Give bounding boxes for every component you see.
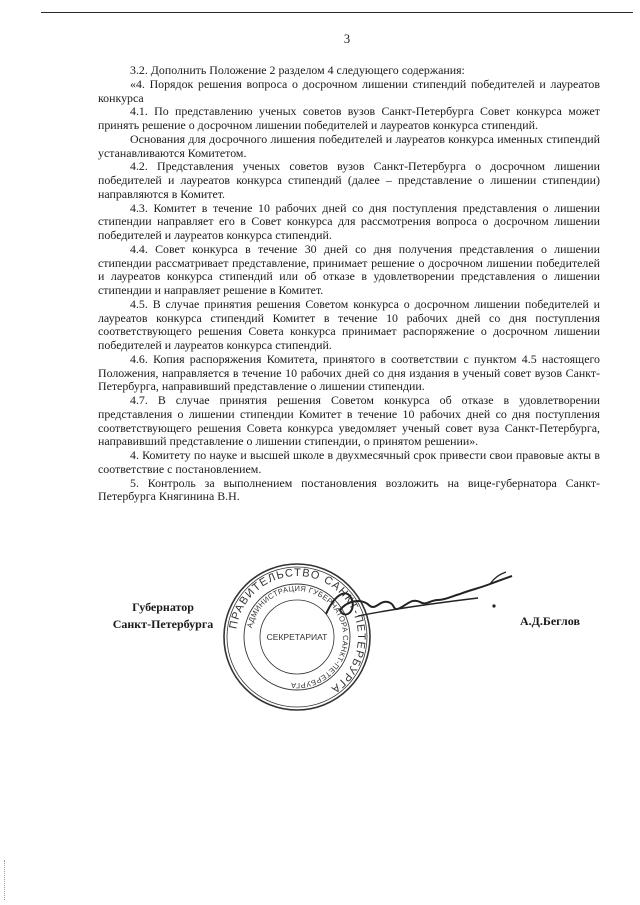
paragraph-3-2: 3.2. Дополнить Положение 2 разделом 4 следующего содержания: (130, 63, 465, 77)
paragraph-item-5: 5. Контроль за выполнением постановления возложить на вице-губернатора Санкт-Петербурга Княгинина В.Н. (98, 475, 600, 504)
paragraph-section-4-title: «4. Порядок решения вопроса о досрочном лишении стипендий победителей и лауреатов конкурса (98, 76, 600, 105)
stamp-inner-text: АДМИНИСТРАЦИЯ ГУБЕРНАТОРА САНКТ-ПЕТЕРБУРГА (244, 583, 351, 691)
margin-mark (4, 860, 8, 900)
paragraph-4-6: 4.6. Копия распоряжения Комитета, принятого в соответствии с пунктом 4.5 настоящего Положения, направляется в течение 10 рабочих дней со дня издания в ученый совет вузов Санкт-Петербурга, направивший представление о лишении стипендии. (98, 351, 600, 394)
signatory-title-line2: Санкт-Петербурга (112, 617, 214, 631)
paragraph-4-7: 4.7. В случае принятия решения Советом конкурса об отказе в удовлетворении представления о лишении стипендии Комитет в течение 10 рабочих дней со дня поступления соответствующего решения Совета конкурса уведомляет ученый совет вуза Санкт-Петербурга, направивший представление о лишении стипендии, о принятом решении». (98, 393, 600, 449)
paragraph-4-3: 4.3. Комитет в течение 10 рабочих дней со дня поступления представления о лишении стипендии направляет его в Совет конкурса для рассмотрения вопроса о досрочном лишении победителей и лауреатов конкурса стипендий. (98, 200, 600, 242)
page-number: 3 (343, 32, 351, 46)
paragraph-4-5: 4.5. В случае принятия решения Советом конкурса о досрочном лишении победителей и лауреатов конкурса стипендий Комитет в течение 10 рабочих дней со дня поступления соответствующего решения Совета конкурса принимает распоряжение о досрочном лишении победителей и лауреатов конкурса стипендий. (98, 296, 600, 352)
stamp-outer-text: ПРАВИТЕЛЬСТВО САНКТ-ПЕТЕРБУРГА (227, 566, 368, 696)
top-rule (41, 12, 633, 13)
signatory-title (98, 599, 228, 633)
paragraph-item-4: 4. Комитету по науке и высшей школе в двухмесячный срок привести свои правовые акты в соответствие с постановлением. (98, 448, 600, 476)
paragraph-4-2: 4.2. Представления ученых советов вузов Санкт-Петербурга о досрочном лишении победителей и лауреатов конкурса стипендий (далее – представление о лишении стипендии) направляются в Комитет. (98, 159, 600, 201)
stamp-center-text: СЕКРЕТАРИАТ (266, 632, 328, 642)
paragraph-4-1: 4.1. По представлению ученых советов вузов Санкт-Петербурга Совет конкурса может принять решение о досрочном лишении победителей и лауреатов конкурса стипендий. (98, 104, 600, 132)
handwritten-signature (318, 570, 518, 630)
signatory-title-line1: Губернатор (132, 600, 194, 614)
paragraph-grounds: Основания для досрочного лишения победителей и лауреатов конкурса именных стипендий устанавливаются Комитетом. (98, 131, 600, 160)
document-body (98, 64, 600, 504)
signatory-name: А.Д.Беглов (520, 614, 580, 628)
paragraph-4-4: 4.4. Совет конкурса в течение 30 дней со дня получения представления о лишении стипендии рассматривает представление, принимает решение о досрочном лишении победителей и лауреатов конкурса стипендий или об отказе в удовлетворении представления о лишении стипендии и направляет решение в Комитет. (98, 241, 600, 297)
